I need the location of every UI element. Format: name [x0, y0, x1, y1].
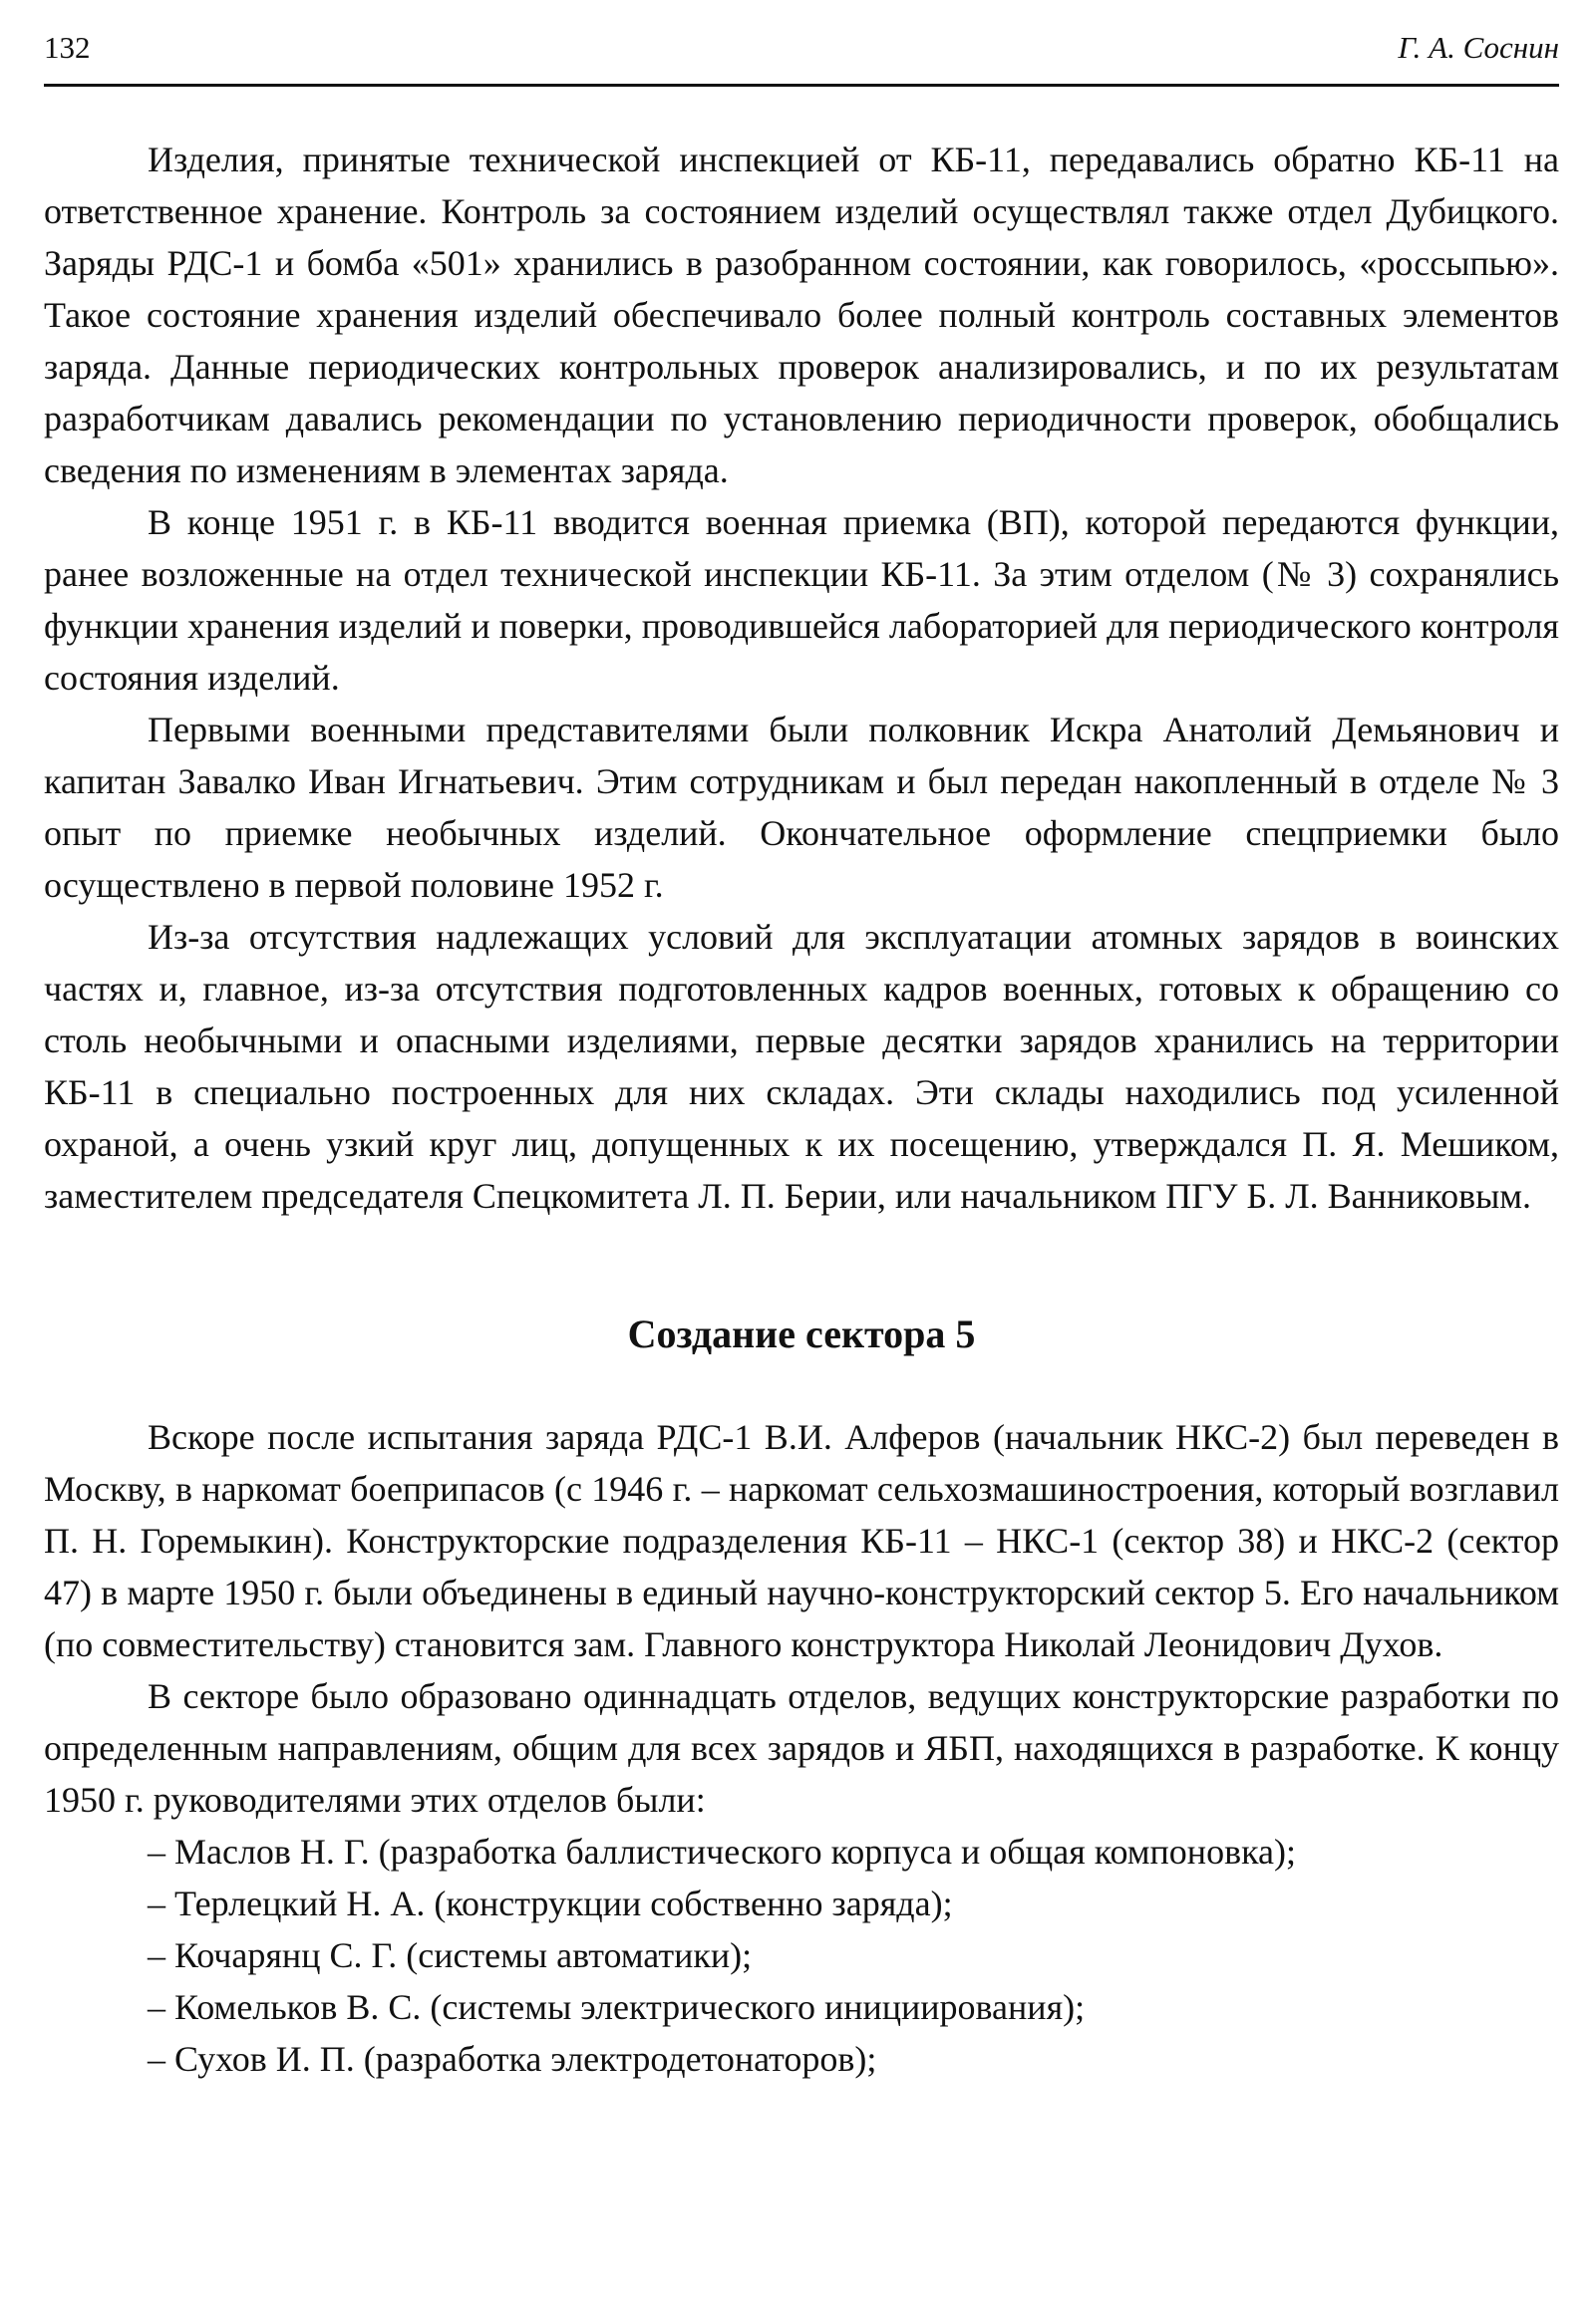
section-heading: Создание сектора 5: [627, 1311, 976, 1356]
paragraph: В конце 1951 г. в КБ-11 вводится военная приемка (ВП), которой передаются функции, ранее возложенные на отдел технической инспекции КБ-11. За этим отделом (№ 3) сохранялись функции хранения изделий и поверки, проводившейся лабораторией для периодического контроля состояния изделий.: [44, 502, 1559, 698]
list-item: – Сухов И. П. (разработка электродетонаторов);: [148, 2039, 877, 2079]
department-heads-list: [44, 1826, 1559, 2085]
list-item: – Кочарянц С. Г. (системы автоматики);: [148, 1935, 753, 1975]
list-item: – Терлецкий Н. А. (конструкции собственно заряда);: [148, 1884, 953, 1923]
paragraph: Вскоре после испытания заряда РДС-1 В.И. Алферов (начальник НКС-2) был переведен в Москву, в наркомат боеприпасов (с 1946 г. – наркомат сельхозмашиностроения, который возглавил П. Н. Горемыкин). Конструкторские подразделения КБ-11 – НКС-1 (сектор 38) и НКС-2 (сектор 47) в марте 1950 г. были объединены в единый научно-конструкторский сектор 5. Его начальником (по совместительству) становится зам. Главного конструктора Николай Леонидович Духов.: [44, 1417, 1559, 1664]
paragraph: Из-за отсутствия надлежащих условий для эксплуатации атомных зарядов в воинских частях и, главное, из-за отсутствия подготовленных кадров военных, готовых к обращению со столь необычными и опасными изделиями, первые десятки зарядов хранились на территории КБ-11 в специально построенных для них складах. Эти склады находились под усиленной охраной, а очень узкий круг лиц, допущенных к их посещению, утверждался П. Я. Мешиком, заместителем председателя Спецкомитета Л. П. Берии, или начальником ПГУ Б. Л. Ванниковым.: [44, 917, 1559, 1216]
page-number: 132: [44, 30, 91, 65]
list-item: – Комельков В. С. (системы электрического инициирования);: [148, 1987, 1086, 2027]
page-header: [44, 28, 1559, 87]
paragraph: Изделия, принятые технической инспекцией от КБ-11, передавались обратно КБ-11 на ответственное хранение. Контроль за состоянием изделий осуществлял также отдел Дубицкого. Заряды РДС-1 и бомба «501» хранились в разобранном состоянии, как говорилось, «россыпью». Такое состояние хранения изделий обеспечивало более полный контроль составных элементов заряда. Данные периодических контрольных проверок анализировались, и по их результатам разработчикам давались рекомендации по установлению периодичности проверок, обобщались сведения по изменениям в элементах заряда.: [44, 140, 1559, 490]
body-text: [44, 134, 1559, 2085]
running-head-author: Г. А. Соснин: [1398, 30, 1559, 65]
list-item: – Маслов Н. Г. (разработка баллистического корпуса и общая компоновка);: [148, 1832, 1296, 1872]
paragraph: В секторе было образовано одиннадцать отделов, ведущих конструкторские разработки по определенным направлениям, общим для всех зарядов и ЯБП, находящихся в разработке. К концу 1950 г. руководителями этих отделов были:: [44, 1676, 1559, 1820]
paragraph: Первыми военными представителями были полковник Искра Анатолий Демьянович и капитан Завалко Иван Игнатьевич. Этим сотрудникам и был передан накопленный в отделе № 3 опыт по приемке необычных изделий. Окончательное оформление спецприемки было осуществлено в первой половине 1952 г.: [44, 710, 1559, 905]
